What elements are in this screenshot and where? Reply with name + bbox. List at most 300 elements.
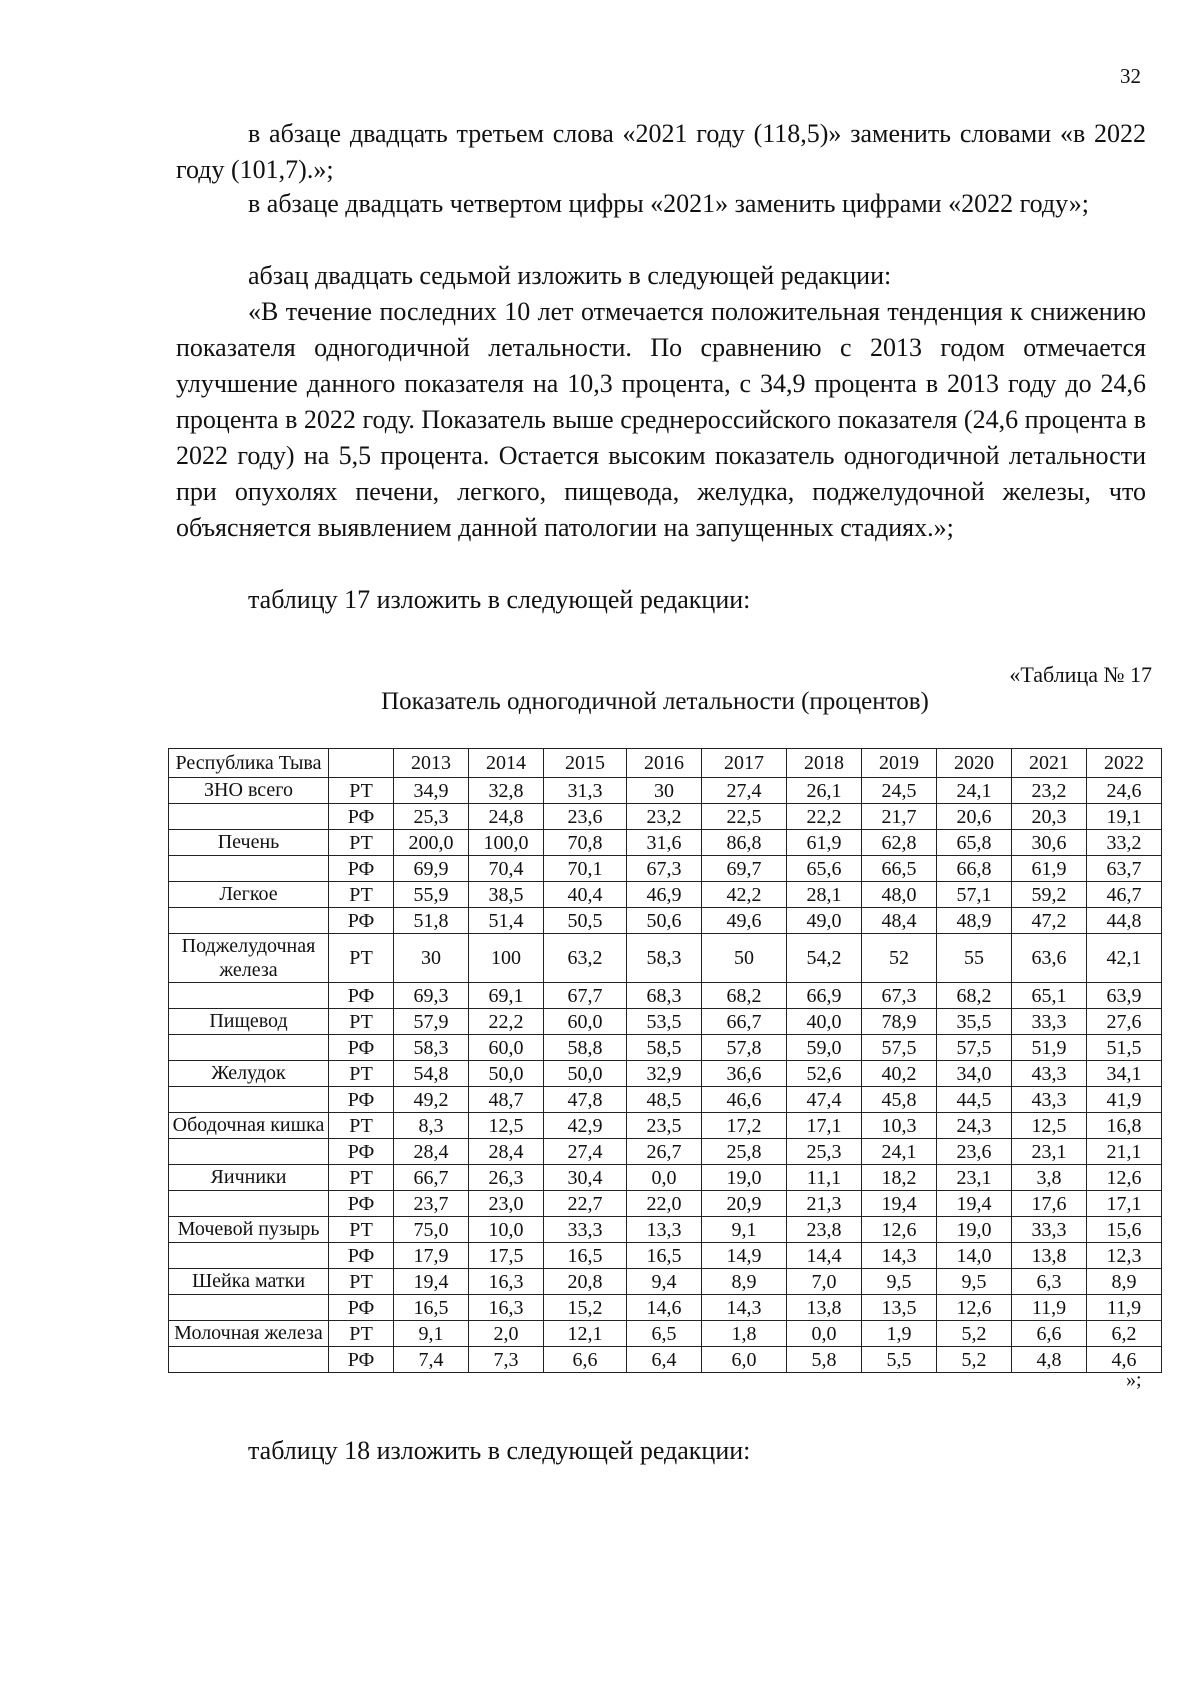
value-cell: 11,1 bbox=[787, 1165, 862, 1191]
row-label: Пищевод bbox=[169, 1009, 329, 1035]
value-cell: 47,2 bbox=[1012, 908, 1087, 934]
value-cell: 0,0 bbox=[787, 1321, 862, 1347]
region-mark: РФ bbox=[329, 1243, 394, 1269]
table-row bbox=[169, 804, 1162, 830]
region-mark: РФ bbox=[329, 983, 394, 1009]
value-cell: 48,5 bbox=[627, 1087, 702, 1113]
value-cell: 69,7 bbox=[702, 856, 787, 882]
value-cell: 61,9 bbox=[787, 830, 862, 856]
region-mark: РТ bbox=[329, 1165, 394, 1191]
page-number: 32 bbox=[1120, 64, 1141, 88]
value-cell: 200,0 bbox=[394, 830, 469, 856]
value-cell: 67,7 bbox=[544, 983, 627, 1009]
value-cell: 6,2 bbox=[1087, 1321, 1162, 1347]
row-label: Желудок bbox=[169, 1061, 329, 1087]
value-cell: 100,0 bbox=[469, 830, 544, 856]
value-cell: 22,2 bbox=[469, 1009, 544, 1035]
table-row bbox=[169, 983, 1162, 1009]
value-cell: 52 bbox=[862, 934, 937, 983]
region-mark: РФ bbox=[329, 1087, 394, 1113]
value-cell: 19,0 bbox=[937, 1217, 1012, 1243]
table-row bbox=[169, 1139, 1162, 1165]
value-cell: 14,6 bbox=[627, 1295, 702, 1321]
value-cell: 15,2 bbox=[544, 1295, 627, 1321]
value-cell: 65,6 bbox=[787, 856, 862, 882]
value-cell: 13,8 bbox=[787, 1295, 862, 1321]
row-label-cont bbox=[169, 1139, 329, 1165]
value-cell: 28,4 bbox=[469, 1139, 544, 1165]
region-mark: РФ bbox=[329, 908, 394, 934]
value-cell: 33,2 bbox=[1087, 830, 1162, 856]
value-cell: 32,8 bbox=[469, 778, 544, 804]
region-mark: РТ bbox=[329, 778, 394, 804]
value-cell: 63,7 bbox=[1087, 856, 1162, 882]
value-cell: 14,0 bbox=[937, 1243, 1012, 1269]
row-label-cont bbox=[169, 1087, 329, 1113]
header-year: 2013 bbox=[394, 749, 469, 778]
value-cell: 27,4 bbox=[702, 778, 787, 804]
value-cell: 14,3 bbox=[702, 1295, 787, 1321]
value-cell: 69,3 bbox=[394, 983, 469, 1009]
value-cell: 16,5 bbox=[627, 1243, 702, 1269]
value-cell: 59,0 bbox=[787, 1035, 862, 1061]
value-cell: 9,5 bbox=[862, 1269, 937, 1295]
table-row bbox=[169, 1347, 1162, 1373]
value-cell: 2,0 bbox=[469, 1321, 544, 1347]
region-mark: РТ bbox=[329, 882, 394, 908]
value-cell: 14,4 bbox=[787, 1243, 862, 1269]
value-cell: 51,5 bbox=[1087, 1035, 1162, 1061]
value-cell: 68,2 bbox=[702, 983, 787, 1009]
value-cell: 24,1 bbox=[862, 1139, 937, 1165]
region-mark: РТ bbox=[329, 830, 394, 856]
table-header-row bbox=[169, 749, 1162, 778]
value-cell: 54,8 bbox=[394, 1061, 469, 1087]
value-cell: 63,6 bbox=[1012, 934, 1087, 983]
paragraph-5: таблицу 17 изложить в следующей редакции: bbox=[248, 585, 751, 614]
value-cell: 43,3 bbox=[1012, 1087, 1087, 1113]
value-cell: 67,3 bbox=[627, 856, 702, 882]
value-cell: 42,9 bbox=[544, 1113, 627, 1139]
value-cell: 1,9 bbox=[862, 1321, 937, 1347]
table-row bbox=[169, 1113, 1162, 1139]
value-cell: 59,2 bbox=[1012, 882, 1087, 908]
region-mark: РТ bbox=[329, 934, 394, 983]
value-cell: 12,6 bbox=[862, 1217, 937, 1243]
table-row bbox=[169, 1035, 1162, 1061]
table-row bbox=[169, 778, 1162, 804]
value-cell: 48,9 bbox=[937, 908, 1012, 934]
region-mark: РТ bbox=[329, 1269, 394, 1295]
table-row bbox=[169, 1243, 1162, 1269]
value-cell: 23,6 bbox=[937, 1139, 1012, 1165]
value-cell: 66,5 bbox=[862, 856, 937, 882]
value-cell: 70,8 bbox=[544, 830, 627, 856]
value-cell: 69,1 bbox=[469, 983, 544, 1009]
region-mark: РТ bbox=[329, 1217, 394, 1243]
region-mark: РФ bbox=[329, 1295, 394, 1321]
value-cell: 11,9 bbox=[1087, 1295, 1162, 1321]
value-cell: 21,3 bbox=[787, 1191, 862, 1217]
value-cell: 12,6 bbox=[1087, 1165, 1162, 1191]
value-cell: 12,1 bbox=[544, 1321, 627, 1347]
value-cell: 20,9 bbox=[702, 1191, 787, 1217]
row-label: Поджелудочная железа bbox=[169, 934, 329, 983]
table-row bbox=[169, 882, 1162, 908]
table-row bbox=[169, 1295, 1162, 1321]
value-cell: 21,7 bbox=[862, 804, 937, 830]
value-cell: 5,2 bbox=[937, 1347, 1012, 1373]
value-cell: 19,4 bbox=[394, 1269, 469, 1295]
value-cell: 23,2 bbox=[1012, 778, 1087, 804]
value-cell: 28,1 bbox=[787, 882, 862, 908]
value-cell: 34,1 bbox=[1087, 1061, 1162, 1087]
value-cell: 75,0 bbox=[394, 1217, 469, 1243]
value-cell: 44,8 bbox=[1087, 908, 1162, 934]
region-mark: РТ bbox=[329, 1061, 394, 1087]
header-year: 2020 bbox=[937, 749, 1012, 778]
value-cell: 43,3 bbox=[1012, 1061, 1087, 1087]
value-cell: 50,5 bbox=[544, 908, 627, 934]
value-cell: 9,1 bbox=[394, 1321, 469, 1347]
value-cell: 65,8 bbox=[937, 830, 1012, 856]
value-cell: 35,5 bbox=[937, 1009, 1012, 1035]
paragraph-3: абзац двадцать седьмой изложить в следующей редакции: bbox=[248, 261, 892, 290]
region-mark: РФ bbox=[329, 804, 394, 830]
value-cell: 40,4 bbox=[544, 882, 627, 908]
header-year: 2022 bbox=[1087, 749, 1162, 778]
value-cell: 57,5 bbox=[937, 1035, 1012, 1061]
value-cell: 20,6 bbox=[937, 804, 1012, 830]
value-cell: 42,2 bbox=[702, 882, 787, 908]
table-row bbox=[169, 1321, 1162, 1347]
closing-paragraph: таблицу 18 изложить в следующей редакции: bbox=[248, 1436, 751, 1465]
value-cell: 61,9 bbox=[1012, 856, 1087, 882]
value-cell: 1,8 bbox=[702, 1321, 787, 1347]
value-cell: 12,3 bbox=[1087, 1243, 1162, 1269]
value-cell: 25,8 bbox=[702, 1139, 787, 1165]
value-cell: 63,9 bbox=[1087, 983, 1162, 1009]
value-cell: 55,9 bbox=[394, 882, 469, 908]
row-label-cont bbox=[169, 1347, 329, 1373]
value-cell: 23,6 bbox=[544, 804, 627, 830]
value-cell: 66,7 bbox=[394, 1165, 469, 1191]
table-row bbox=[169, 856, 1162, 882]
value-cell: 17,1 bbox=[1087, 1191, 1162, 1217]
value-cell: 14,9 bbox=[702, 1243, 787, 1269]
table-row bbox=[169, 1061, 1162, 1087]
value-cell: 52,6 bbox=[787, 1061, 862, 1087]
value-cell: 36,6 bbox=[702, 1061, 787, 1087]
value-cell: 40,0 bbox=[787, 1009, 862, 1035]
value-cell: 31,3 bbox=[544, 778, 627, 804]
table-row bbox=[169, 908, 1162, 934]
value-cell: 24,5 bbox=[862, 778, 937, 804]
value-cell: 20,8 bbox=[544, 1269, 627, 1295]
paragraph-2: в абзаце двадцать четвертом цифры «2021» заменить цифрами «2022 году»; bbox=[248, 189, 1089, 218]
value-cell: 28,4 bbox=[394, 1139, 469, 1165]
region-mark: РФ bbox=[329, 1139, 394, 1165]
row-label: ЗНО всего bbox=[169, 778, 329, 804]
value-cell: 47,8 bbox=[544, 1087, 627, 1113]
row-label-cont bbox=[169, 908, 329, 934]
row-label: Молочная железа bbox=[169, 1321, 329, 1347]
value-cell: 16,5 bbox=[394, 1295, 469, 1321]
value-cell: 12,5 bbox=[1012, 1113, 1087, 1139]
value-cell: 57,9 bbox=[394, 1009, 469, 1035]
value-cell: 6,6 bbox=[544, 1347, 627, 1373]
row-label-cont bbox=[169, 1295, 329, 1321]
value-cell: 49,6 bbox=[702, 908, 787, 934]
value-cell: 13,8 bbox=[1012, 1243, 1087, 1269]
region-mark: РФ bbox=[329, 1035, 394, 1061]
value-cell: 50 bbox=[702, 934, 787, 983]
value-cell: 23,5 bbox=[627, 1113, 702, 1139]
value-cell: 45,8 bbox=[862, 1087, 937, 1113]
value-cell: 70,1 bbox=[544, 856, 627, 882]
value-cell: 49,0 bbox=[787, 908, 862, 934]
value-cell: 24,3 bbox=[937, 1113, 1012, 1139]
value-cell: 14,3 bbox=[862, 1243, 937, 1269]
value-cell: 24,1 bbox=[937, 778, 1012, 804]
value-cell: 11,9 bbox=[1012, 1295, 1087, 1321]
value-cell: 17,2 bbox=[702, 1113, 787, 1139]
value-cell: 8,3 bbox=[394, 1113, 469, 1139]
value-cell: 16,3 bbox=[469, 1295, 544, 1321]
value-cell: 6,6 bbox=[1012, 1321, 1087, 1347]
value-cell: 24,8 bbox=[469, 804, 544, 830]
value-cell: 57,5 bbox=[862, 1035, 937, 1061]
value-cell: 16,8 bbox=[1087, 1113, 1162, 1139]
region-mark: РТ bbox=[329, 1321, 394, 1347]
value-cell: 67,3 bbox=[862, 983, 937, 1009]
value-cell: 6,3 bbox=[1012, 1269, 1087, 1295]
value-cell: 10,3 bbox=[862, 1113, 937, 1139]
value-cell: 7,0 bbox=[787, 1269, 862, 1295]
row-label-cont bbox=[169, 1035, 329, 1061]
value-cell: 51,8 bbox=[394, 908, 469, 934]
value-cell: 49,2 bbox=[394, 1087, 469, 1113]
value-cell: 19,0 bbox=[702, 1165, 787, 1191]
value-cell: 48,4 bbox=[862, 908, 937, 934]
value-cell: 16,3 bbox=[469, 1269, 544, 1295]
header-year: 2021 bbox=[1012, 749, 1087, 778]
value-cell: 5,5 bbox=[862, 1347, 937, 1373]
value-cell: 17,1 bbox=[787, 1113, 862, 1139]
paragraph-1: в абзаце двадцать третьем слова «2021 году (118,5)» заменить словами «в 2022 году (101,7).»; bbox=[176, 119, 1146, 184]
value-cell: 9,5 bbox=[937, 1269, 1012, 1295]
row-label: Легкое bbox=[169, 882, 329, 908]
value-cell: 33,3 bbox=[544, 1217, 627, 1243]
table-title: Показатель одногодичной летальности (процентов) bbox=[381, 688, 929, 715]
region-mark: РТ bbox=[329, 1009, 394, 1035]
value-cell: 32,9 bbox=[627, 1061, 702, 1087]
value-cell: 46,7 bbox=[1087, 882, 1162, 908]
value-cell: 9,4 bbox=[627, 1269, 702, 1295]
value-cell: 18,2 bbox=[862, 1165, 937, 1191]
row-label: Мочевой пузырь bbox=[169, 1217, 329, 1243]
value-cell: 22,7 bbox=[544, 1191, 627, 1217]
value-cell: 0,0 bbox=[627, 1165, 702, 1191]
value-cell: 66,9 bbox=[787, 983, 862, 1009]
value-cell: 26,7 bbox=[627, 1139, 702, 1165]
table-row bbox=[169, 1009, 1162, 1035]
value-cell: 6,0 bbox=[702, 1347, 787, 1373]
value-cell: 17,9 bbox=[394, 1243, 469, 1269]
value-cell: 4,8 bbox=[1012, 1347, 1087, 1373]
table-close-quote: »; bbox=[1126, 1369, 1142, 1391]
value-cell: 12,6 bbox=[937, 1295, 1012, 1321]
value-cell: 7,4 bbox=[394, 1347, 469, 1373]
value-cell: 26,3 bbox=[469, 1165, 544, 1191]
header-year: 2016 bbox=[627, 749, 702, 778]
row-label-cont bbox=[169, 983, 329, 1009]
value-cell: 9,1 bbox=[702, 1217, 787, 1243]
table-row bbox=[169, 1269, 1162, 1295]
value-cell: 63,2 bbox=[544, 934, 627, 983]
value-cell: 23,2 bbox=[627, 804, 702, 830]
value-cell: 86,8 bbox=[702, 830, 787, 856]
value-cell: 58,5 bbox=[627, 1035, 702, 1061]
value-cell: 23,1 bbox=[937, 1165, 1012, 1191]
value-cell: 19,1 bbox=[1087, 804, 1162, 830]
row-label: Шейка матки bbox=[169, 1269, 329, 1295]
value-cell: 51,9 bbox=[1012, 1035, 1087, 1061]
value-cell: 33,3 bbox=[1012, 1009, 1087, 1035]
value-cell: 60,0 bbox=[469, 1035, 544, 1061]
value-cell: 58,3 bbox=[394, 1035, 469, 1061]
paragraph-4: «В течение последних 10 лет отмечается положительная тенденция к снижению показателя одногодичной летальности. По сравнению с 2013 годом отмечается улучшение данного показателя на 10,3 процента, с 34,9 процента в 2013 году до 24,6 процента в 2022 году. Показатель выше среднероссийского показателя (24,6 процента в 2022 году) на 5,5 процента. Остается высоким показатель одногодичной летальности при опухолях печени, легкого, пищевода, желудка, поджелудочной железы, что объясняется выявлением данной патологии на запущенных стадиях.»; bbox=[176, 297, 1146, 542]
region-mark: РФ bbox=[329, 856, 394, 882]
value-cell: 6,5 bbox=[627, 1321, 702, 1347]
table-row bbox=[169, 1087, 1162, 1113]
value-cell: 19,4 bbox=[937, 1191, 1012, 1217]
row-label: Печень bbox=[169, 830, 329, 856]
value-cell: 13,5 bbox=[862, 1295, 937, 1321]
header-year: 2018 bbox=[787, 749, 862, 778]
table-row bbox=[169, 1165, 1162, 1191]
value-cell: 30 bbox=[394, 934, 469, 983]
value-cell: 23,1 bbox=[1012, 1139, 1087, 1165]
value-cell: 8,9 bbox=[702, 1269, 787, 1295]
value-cell: 42,1 bbox=[1087, 934, 1162, 983]
value-cell: 53,5 bbox=[627, 1009, 702, 1035]
value-cell: 50,0 bbox=[469, 1061, 544, 1087]
value-cell: 100 bbox=[469, 934, 544, 983]
value-cell: 6,4 bbox=[627, 1347, 702, 1373]
value-cell: 57,8 bbox=[702, 1035, 787, 1061]
value-cell: 16,5 bbox=[544, 1243, 627, 1269]
value-cell: 26,1 bbox=[787, 778, 862, 804]
value-cell: 41,9 bbox=[1087, 1087, 1162, 1113]
value-cell: 55 bbox=[937, 934, 1012, 983]
value-cell: 13,3 bbox=[627, 1217, 702, 1243]
header-blank bbox=[329, 749, 394, 778]
value-cell: 23,7 bbox=[394, 1191, 469, 1217]
value-cell: 51,4 bbox=[469, 908, 544, 934]
value-cell: 23,8 bbox=[787, 1217, 862, 1243]
value-cell: 22,5 bbox=[702, 804, 787, 830]
value-cell: 65,1 bbox=[1012, 983, 1087, 1009]
header-year: 2017 bbox=[702, 749, 787, 778]
value-cell: 68,3 bbox=[627, 983, 702, 1009]
value-cell: 70,4 bbox=[469, 856, 544, 882]
row-label: Ободочная кишка bbox=[169, 1113, 329, 1139]
value-cell: 60,0 bbox=[544, 1009, 627, 1035]
row-label-cont bbox=[169, 1191, 329, 1217]
value-cell: 5,2 bbox=[937, 1321, 1012, 1347]
row-label-cont bbox=[169, 856, 329, 882]
value-cell: 27,4 bbox=[544, 1139, 627, 1165]
header-region: Республика Тыва bbox=[169, 749, 329, 778]
row-label-cont bbox=[169, 1243, 329, 1269]
value-cell: 21,1 bbox=[1087, 1139, 1162, 1165]
value-cell: 24,6 bbox=[1087, 778, 1162, 804]
value-cell: 57,1 bbox=[937, 882, 1012, 908]
value-cell: 50,0 bbox=[544, 1061, 627, 1087]
value-cell: 27,6 bbox=[1087, 1009, 1162, 1035]
table-row bbox=[169, 934, 1162, 983]
table-caption: «Таблица № 17 bbox=[1009, 662, 1152, 687]
value-cell: 30 bbox=[627, 778, 702, 804]
value-cell: 31,6 bbox=[627, 830, 702, 856]
header-year: 2019 bbox=[862, 749, 937, 778]
value-cell: 17,6 bbox=[1012, 1191, 1087, 1217]
value-cell: 50,6 bbox=[627, 908, 702, 934]
value-cell: 12,5 bbox=[469, 1113, 544, 1139]
value-cell: 46,6 bbox=[702, 1087, 787, 1113]
value-cell: 78,9 bbox=[862, 1009, 937, 1035]
row-label-cont bbox=[169, 804, 329, 830]
table-row bbox=[169, 830, 1162, 856]
value-cell: 40,2 bbox=[862, 1061, 937, 1087]
value-cell: 23,0 bbox=[469, 1191, 544, 1217]
value-cell: 22,2 bbox=[787, 804, 862, 830]
value-cell: 34,0 bbox=[937, 1061, 1012, 1087]
header-year: 2015 bbox=[544, 749, 627, 778]
value-cell: 20,3 bbox=[1012, 804, 1087, 830]
value-cell: 30,4 bbox=[544, 1165, 627, 1191]
value-cell: 30,6 bbox=[1012, 830, 1087, 856]
value-cell: 44,5 bbox=[937, 1087, 1012, 1113]
table-row bbox=[169, 1191, 1162, 1217]
value-cell: 19,4 bbox=[862, 1191, 937, 1217]
region-mark: РФ bbox=[329, 1347, 394, 1373]
value-cell: 34,9 bbox=[394, 778, 469, 804]
region-mark: РФ bbox=[329, 1191, 394, 1217]
value-cell: 22,0 bbox=[627, 1191, 702, 1217]
value-cell: 33,3 bbox=[1012, 1217, 1087, 1243]
value-cell: 4,6 bbox=[1087, 1347, 1162, 1373]
row-label: Яичники bbox=[169, 1165, 329, 1191]
value-cell: 38,5 bbox=[469, 882, 544, 908]
value-cell: 62,8 bbox=[862, 830, 937, 856]
value-cell: 58,8 bbox=[544, 1035, 627, 1061]
value-cell: 10,0 bbox=[469, 1217, 544, 1243]
value-cell: 15,6 bbox=[1087, 1217, 1162, 1243]
value-cell: 17,5 bbox=[469, 1243, 544, 1269]
value-cell: 25,3 bbox=[787, 1139, 862, 1165]
header-year: 2014 bbox=[469, 749, 544, 778]
value-cell: 66,8 bbox=[937, 856, 1012, 882]
value-cell: 3,8 bbox=[1012, 1165, 1087, 1191]
value-cell: 25,3 bbox=[394, 804, 469, 830]
value-cell: 48,0 bbox=[862, 882, 937, 908]
value-cell: 5,8 bbox=[787, 1347, 862, 1373]
value-cell: 68,2 bbox=[937, 983, 1012, 1009]
value-cell: 47,4 bbox=[787, 1087, 862, 1113]
value-cell: 48,7 bbox=[469, 1087, 544, 1113]
